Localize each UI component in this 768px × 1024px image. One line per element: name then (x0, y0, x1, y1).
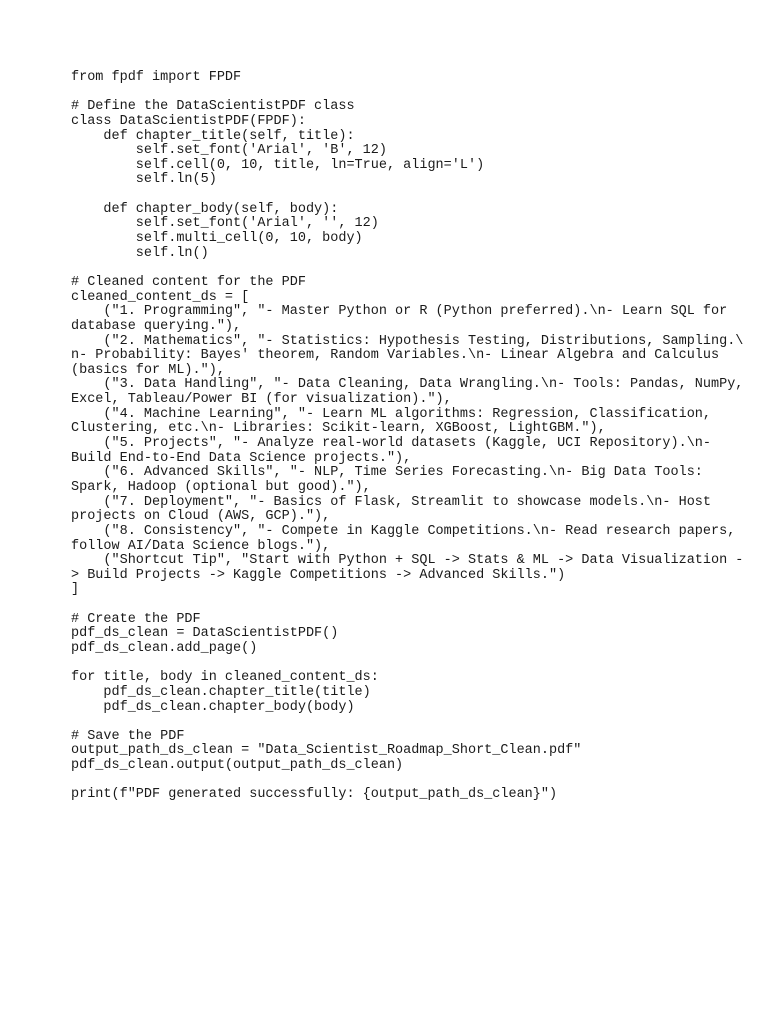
code-line: ("6. Advanced Skills", "- NLP, Time Series Forecasting.\n- Big Data Tools: (71, 465, 703, 481)
code-line: self.ln(5) (71, 172, 217, 188)
code-line: for title, body in cleaned_content_ds: (71, 670, 379, 686)
code-line: Spark, Hadoop (optional but good)."), (71, 479, 371, 495)
code-line: # Cleaned content for the PDF (71, 274, 306, 290)
code-line (71, 715, 711, 730)
code-line: ("5. Projects", "- Analyze real-world datasets (Kaggle, UCI Repository).\n- (71, 436, 712, 452)
code-line: self.cell(0, 10, title, ln=True, align='L') (71, 157, 485, 173)
code-line: n- Probability: Bayes' theorem, Random Variables.\n- Linear Algebra and Calculus (71, 348, 720, 364)
code-line: # Save the PDF (71, 728, 185, 744)
code-line: class DataScientistPDF(FPDF): (71, 113, 306, 129)
code-line: > Build Projects -> Kaggle Competitions -> Advanced Skills.") (71, 567, 566, 583)
code-line: ("2. Mathematics", "- Statistics: Hypothesis Testing, Distributions, Sampling.\ (71, 333, 744, 349)
code-line (71, 657, 711, 672)
code-line (71, 188, 711, 203)
code-line: ("7. Deployment", "- Basics of Flask, Streamlit to showcase models.\n- Host (71, 494, 712, 510)
code-line: database querying."), (71, 318, 242, 334)
code-line: self.ln() (71, 245, 209, 261)
code-listing (71, 70, 744, 803)
code-line: # Define the DataScientistPDF class (71, 99, 355, 115)
code-line: ("Shortcut Tip", "Start with Python + SQL -> Stats & ML -> Data Visualization - (71, 553, 744, 569)
code-line: ("8. Consistency", "- Compete in Kaggle Competitions.\n- Read research papers, (71, 523, 736, 539)
code-line (71, 598, 711, 613)
code-line: self.set_font('Arial', 'B', 12) (71, 143, 387, 159)
code-line: self.set_font('Arial', '', 12) (71, 216, 379, 232)
code-line (71, 86, 711, 101)
code-line: self.multi_cell(0, 10, body) (71, 231, 363, 247)
code-line (71, 774, 711, 789)
code-line: pdf_ds_clean.add_page() (71, 640, 258, 656)
code-line: ("4. Machine Learning", "- Learn ML algorithms: Regression, Classification, (71, 406, 712, 422)
code-line: ("3. Data Handling", "- Data Cleaning, Data Wrangling.\n- Tools: Pandas, NumPy, (71, 377, 744, 393)
code-line: def chapter_title(self, title): (71, 128, 355, 144)
code-line: from fpdf import FPDF (71, 70, 242, 85)
code-line: # Create the PDF (71, 611, 201, 627)
code-line: pdf_ds_clean.chapter_title(title) (71, 684, 371, 700)
code-line: (basics for ML)."), (71, 362, 225, 378)
code-line: ("1. Programming", "- Master Python or R (Python preferred).\n- Learn SQL for (71, 304, 728, 320)
code-line: projects on Cloud (AWS, GCP)."), (71, 509, 331, 525)
code-line: def chapter_body(self, body): (71, 201, 339, 217)
code-line (71, 261, 711, 276)
code-line: ] (71, 582, 80, 598)
code-line: cleaned_content_ds = [ (71, 289, 250, 305)
code-line: output_path_ds_clean = "Data_Scientist_Roadmap_Short_Clean.pdf" (71, 743, 582, 759)
code-line: pdf_ds_clean.chapter_body(body) (71, 699, 355, 715)
code-line: Clustering, etc.\n- Libraries: Scikit-learn, XGBoost, LightGBM."), (71, 421, 606, 437)
code-line: Excel, Tableau/Power BI (for visualization)."), (71, 392, 452, 408)
code-line: follow AI/Data Science blogs."), (71, 538, 331, 554)
code-line: pdf_ds_clean = DataScientistPDF() (71, 626, 339, 642)
code-line: print(f"PDF generated successfully: {output_path_ds_clean}") (71, 787, 558, 803)
code-line: Build End-to-End Data Science projects."), (71, 450, 412, 466)
code-line: pdf_ds_clean.output(output_path_ds_clean) (71, 758, 404, 774)
